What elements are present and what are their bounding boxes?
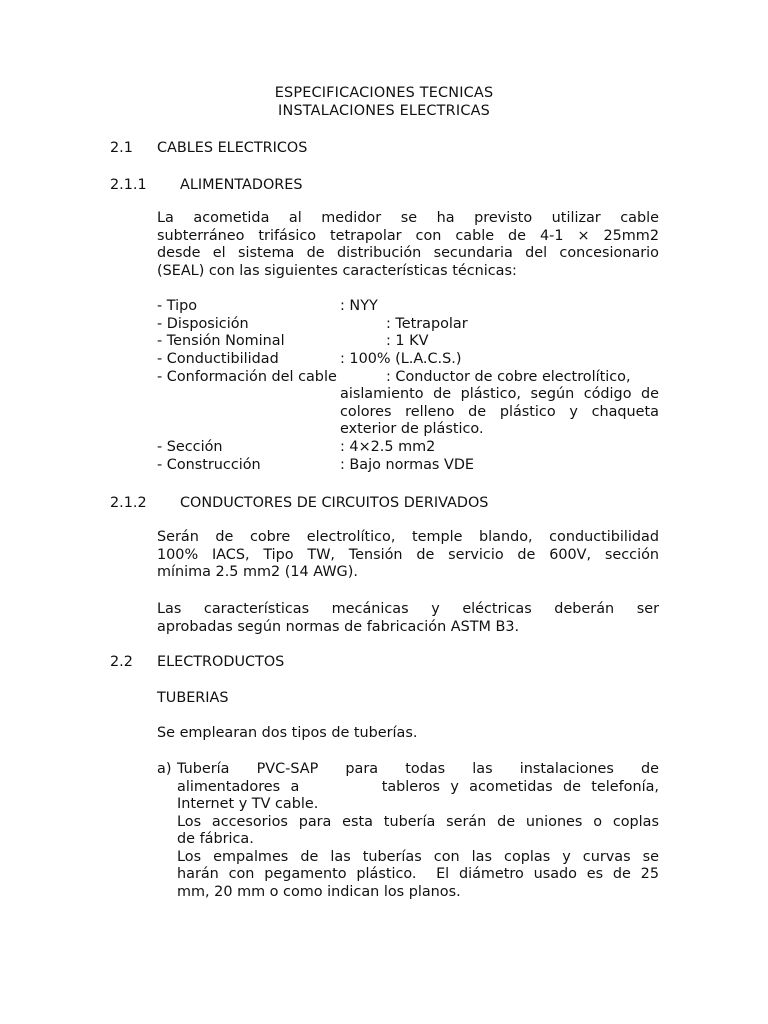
paragraph-line: aislamiento de plástico, según código de: [340, 386, 659, 403]
paragraph-line: Los empalmes de las tuberías con las coplas y curvas se: [177, 848, 659, 865]
section-number: 2.1: [110, 140, 133, 156]
spec-conformacion-continuation: [157, 386, 659, 439]
spec-row-construccion: [157, 457, 659, 475]
spec-value: : 4×2.5 mm2: [340, 439, 436, 456]
spec-key: - Conformación del cable: [157, 368, 337, 385]
spec-key: - Sección: [157, 439, 223, 456]
spec-row-tension-nominal: [157, 333, 659, 351]
tuberias-subheading: TUBERIAS: [157, 690, 229, 706]
document-title-line-2: INSTALACIONES ELECTRICAS: [278, 103, 490, 119]
tuberias-intro: Se emplearan dos tipos de tuberías.: [157, 725, 418, 741]
spec-key: - Construcción: [157, 457, 261, 474]
paragraph-line: colores relleno de plástico y chaqueta: [340, 403, 659, 420]
spec-row-disposicion: [157, 316, 659, 334]
paragraph-line: desde el sistema de distribución secundaria del concesionario: [157, 245, 659, 261]
paragraph-line: mm, 20 mm o como indican los planos.: [177, 883, 461, 900]
spec-key: - Disposición: [157, 315, 249, 332]
spec-row-seccion: [157, 439, 659, 457]
paragraph-line: La acometida al medidor se ha previsto utilizar cable: [157, 210, 659, 226]
alimentadores-intro-paragraph: [157, 210, 659, 280]
list-item-body: [177, 761, 659, 901]
paragraph-line: subterráneo trifásico tetrapolar con cable de 4-1 × 25mm2: [157, 227, 659, 244]
section-number: 2.2: [110, 654, 133, 670]
paragraph-line: Internet y TV cable.: [177, 796, 319, 812]
section-label: ALIMENTADORES: [180, 177, 303, 193]
paragraph-line: alimentadores a tableros y acometidas de telefonía,: [177, 778, 659, 795]
section-label: ELECTRODUCTOS: [157, 654, 285, 670]
spec-key: - Tipo: [157, 298, 198, 314]
spec-row-tipo: [157, 298, 659, 316]
spec-value: : 1 KV: [386, 333, 429, 350]
paragraph-line: Serán de cobre electrolítico, temple blando, conductibilidad: [157, 529, 659, 545]
paragraph-line: Tubería PVC-SAP para todas las instalaciones de: [177, 761, 659, 777]
conductores-paragraph-1: [157, 529, 659, 582]
section-number: 2.1.2: [110, 495, 147, 511]
section-label: CABLES ELECTRICOS: [157, 140, 308, 156]
paragraph-line: Las características mecánicas y eléctricas deberán ser: [157, 601, 659, 617]
spec-value: : 100% (L.A.C.S.): [340, 351, 462, 368]
spec-value: : Bajo normas VDE: [340, 457, 475, 474]
section-2-1-heading: [110, 140, 308, 158]
paragraph-line: 100% IACS, Tipo TW, Tensión de servicio de 600V, sección: [157, 546, 659, 563]
document-title-line-1: ESPECIFICACIONES TECNICAS: [274, 85, 494, 101]
spec-value: : Conductor de cobre electrolítico,: [386, 368, 631, 385]
spec-row-conductibilidad: [157, 351, 659, 369]
section-2-1-2-heading: [110, 495, 489, 513]
conductores-paragraph-2: [157, 601, 659, 636]
paragraph-line: de fábrica.: [177, 831, 254, 847]
cable-spec-list: [157, 298, 659, 475]
spec-key: - Tensión Nominal: [157, 333, 285, 350]
spec-value: : Tetrapolar: [386, 315, 468, 332]
paragraph-line: mínima 2.5 mm2 (14 AWG).: [157, 564, 358, 580]
paragraph-line: (SEAL) con las siguientes características técnicas:: [157, 262, 517, 279]
paragraph-line: exterior de plástico.: [340, 421, 484, 438]
section-2-2-heading: [110, 654, 285, 672]
section-label: CONDUCTORES DE CIRCUITOS DERIVADOS: [180, 495, 489, 511]
spec-value: : NYY: [340, 298, 378, 314]
spec-row-conformacion: [157, 369, 659, 387]
paragraph-line: harán con pegamento plástico. El diámetro usado es de 25: [177, 866, 659, 882]
spec-value-continuation: [340, 386, 659, 439]
paragraph-line: Los accesorios para esta tubería serán de uniones o coplas: [177, 813, 659, 830]
section-2-1-1-heading: [110, 177, 303, 195]
list-marker: a): [157, 761, 172, 777]
paragraph-line: aprobadas según normas de fabricación ASTM B3.: [157, 618, 520, 635]
spec-key: - Conductibilidad: [157, 351, 279, 368]
section-number: 2.1.1: [110, 177, 147, 193]
